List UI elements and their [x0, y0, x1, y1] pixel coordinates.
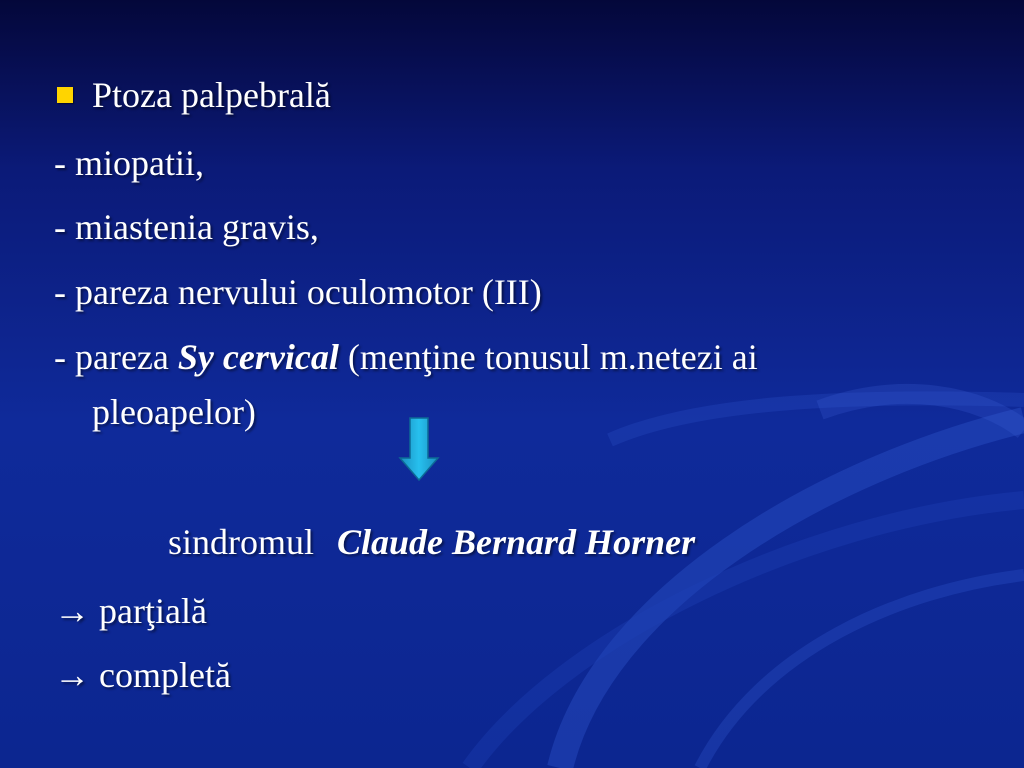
item-prefix: - pareza	[54, 337, 178, 377]
list-item-miopatii: - miopatii,	[54, 143, 204, 183]
syndrome-label: sindromul	[168, 522, 315, 562]
square-bullet-icon	[57, 87, 73, 103]
item-emphasis: Sy cervical	[177, 337, 339, 377]
list-item-continuation: pleoapelor)	[92, 392, 256, 432]
syndrome-line	[168, 522, 695, 562]
form-completa: → completă	[54, 655, 231, 695]
list-item-pareza-sy-cervical	[54, 337, 758, 377]
arrow-down-icon	[398, 416, 440, 482]
form-partiala: → parţială	[54, 591, 207, 631]
list-item-miastenia: - miastenia gravis,	[54, 207, 319, 247]
bullet-title: Ptoza palpebrală	[92, 75, 331, 115]
list-item-pareza-oculomotor: - pareza nervului oculomotor (III)	[54, 272, 542, 312]
item-suffix: (menţine tonusul m.netezi ai	[338, 337, 758, 377]
syndrome-name: Claude Bernard Horner	[337, 522, 696, 562]
